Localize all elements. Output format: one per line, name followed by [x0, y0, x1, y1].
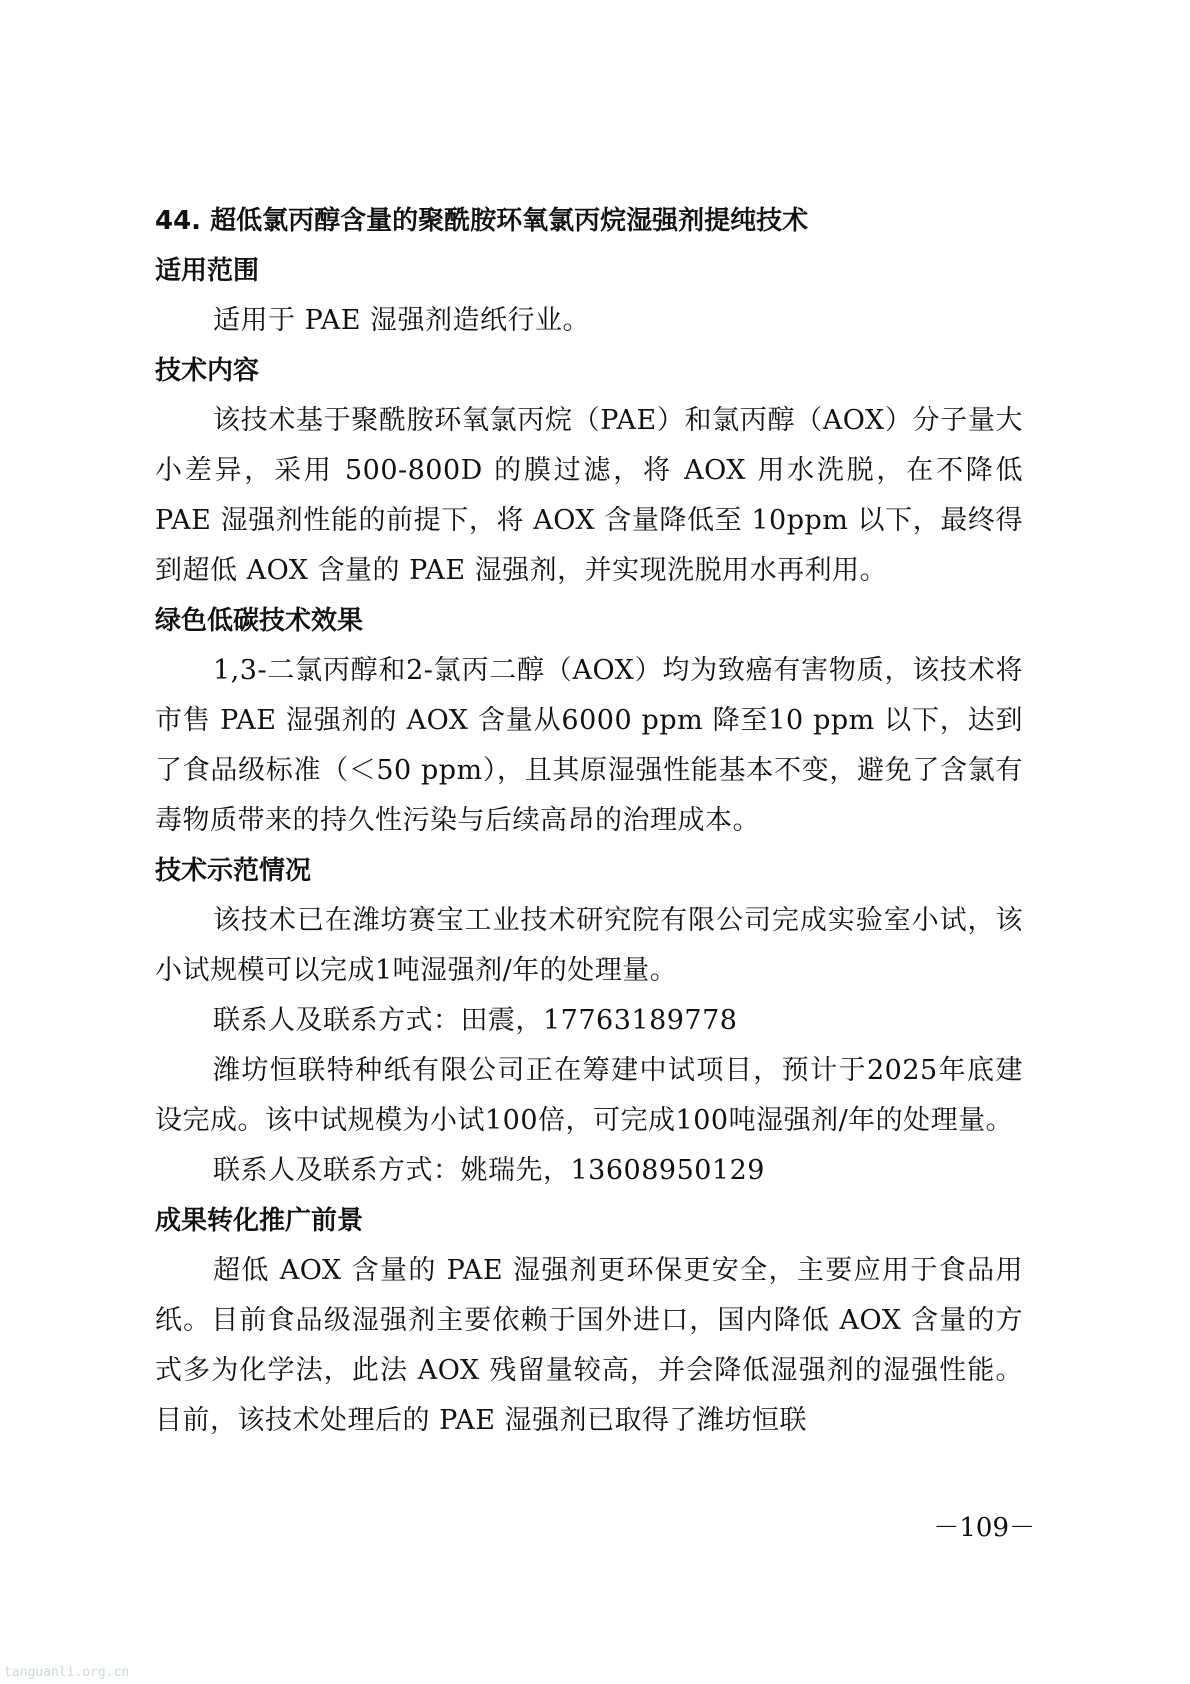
- watermark: tanguanli.org.cn: [4, 1665, 130, 1680]
- contact-line: 联系人及联系方式：田震，17763189778: [213, 1005, 738, 1036]
- document-title: 44. 超低氯丙醇含量的聚酰胺环氧氯丙烷湿强剂提纯技术: [155, 206, 809, 236]
- page-number: －109－: [933, 1513, 1035, 1543]
- paragraph: 该技术已在潍坊赛宝工业技术研究院有限公司完成实验室小试，该小试规模可以完成1吨湿强剂/年的处理量。: [155, 905, 1023, 986]
- section-heading-prospects: 成果转化推广前景: [155, 1206, 364, 1236]
- section-demonstration: [155, 846, 1023, 1196]
- section-green-effect: [155, 596, 1023, 846]
- paragraph: 1,3-二氯丙醇和2-氯丙二醇（AOX）均为致癌有害物质，该技术将市售 PAE 湿强剂的 AOX 含量从6000 ppm 降至10 ppm 以下，达到了食品级标准（＜50 ppm），且其原湿强性能基本不变，避免了含氯有毒物质带来的持久性污染与后续高昂的治理成本。: [155, 655, 1023, 836]
- paragraph: 潍坊恒联特种纸有限公司正在筹建中试项目，预计于2025年底建设完成。该中试规模为小试100倍，可完成100吨湿强剂/年的处理量。: [155, 1055, 1023, 1136]
- section-heading-green-effect: 绿色低碳技术效果: [155, 606, 364, 636]
- section-heading-scope: 适用范围: [155, 256, 260, 286]
- contact-line: 联系人及联系方式：姚瑞先，13608950129: [213, 1155, 765, 1186]
- paragraph: 适用于 PAE 湿强剂造纸行业。: [213, 305, 591, 336]
- paragraph: 该技术基于聚酰胺环氧氯丙烷（PAE）和氯丙醇（AOX）分子量大小差异，采用 500-800D 的膜过滤，将 AOX 用水洗脱，在不降低 PAE 湿强剂性能的前提下，将 AOX 含量降低至 10ppm 以下，最终得到超低 AOX 含量的 PAE 湿强剂，并实现洗脱用水再利用。: [155, 405, 1023, 586]
- section-technical-content: [155, 346, 1023, 596]
- section-scope: [155, 246, 1023, 346]
- document-body: [155, 196, 1023, 1446]
- section-prospects: [155, 1196, 1023, 1446]
- section-heading-demonstration: 技术示范情况: [155, 856, 312, 886]
- paragraph: 超低 AOX 含量的 PAE 湿强剂更环保更安全，主要应用于食品用纸。目前食品级湿强剂主要依赖于国外进口，国内降低 AOX 含量的方式多为化学法，此法 AOX 残留量较高，并会降低湿强剂的湿强性能。目前，该技术处理后的 PAE 湿强剂已取得了潍坊恒联: [155, 1255, 1023, 1436]
- section-heading-technical-content: 技术内容: [155, 356, 260, 386]
